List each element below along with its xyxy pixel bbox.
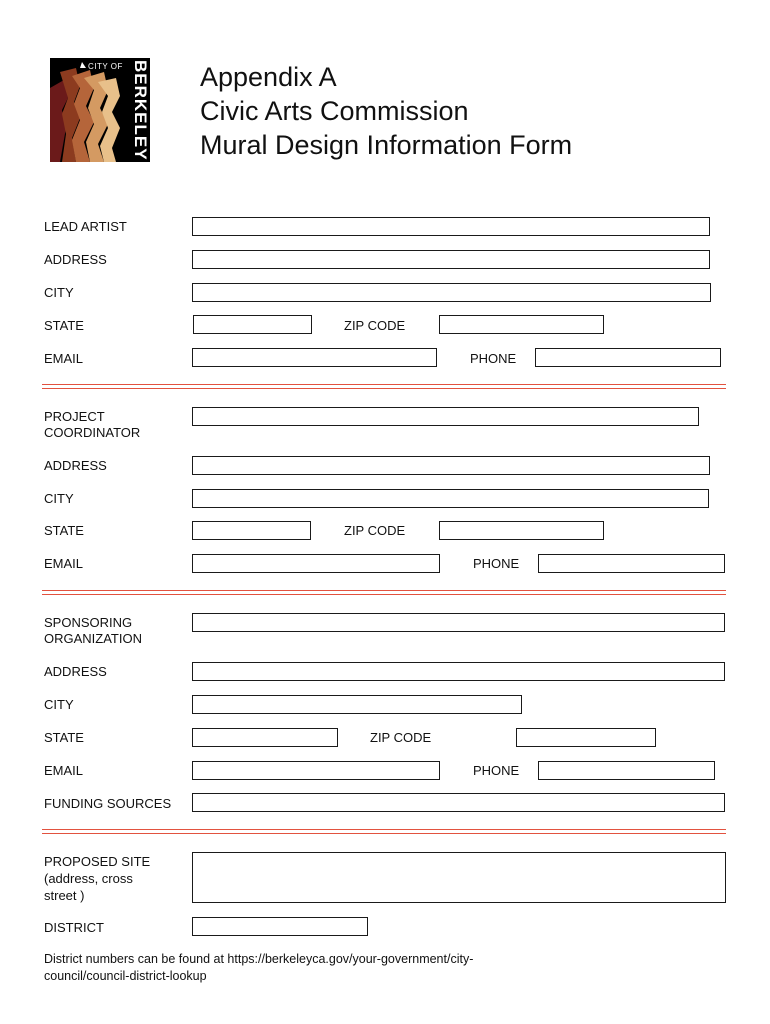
lead-artist-field[interactable] bbox=[192, 217, 710, 236]
sponsor-phone-label: PHONE bbox=[473, 763, 520, 778]
sponsor-state-field[interactable] bbox=[192, 728, 338, 747]
sponsor-address-field[interactable] bbox=[192, 662, 725, 681]
proposed-site-label-line1: PROPOSED SITE bbox=[44, 854, 151, 869]
lead-artist-email-field[interactable] bbox=[192, 348, 437, 367]
funding-sources-field[interactable] bbox=[192, 793, 725, 812]
lead-artist-zip-field[interactable] bbox=[439, 315, 604, 334]
lead-artist-zip-label: ZIP CODE bbox=[344, 318, 406, 333]
funding-sources-label: FUNDING SOURCES bbox=[44, 796, 172, 811]
sponsoring-organization-label-line2: ORGANIZATION bbox=[44, 631, 142, 646]
project-coordinator-field[interactable] bbox=[192, 407, 699, 426]
title-appendix: Appendix A bbox=[200, 62, 337, 92]
coordinator-city-field[interactable] bbox=[192, 489, 709, 508]
lead-artist-address-label: ADDRESS bbox=[44, 252, 107, 267]
lead-artist-email-label: EMAIL bbox=[44, 351, 84, 366]
lead-artist-city-label: CITY bbox=[44, 285, 74, 300]
coordinator-state-field[interactable] bbox=[192, 521, 311, 540]
project-coordinator-label-line2: COORDINATOR bbox=[44, 425, 141, 440]
title-commission: Civic Arts Commission bbox=[200, 96, 469, 126]
title-form-name: Mural Design Information Form bbox=[200, 130, 573, 160]
sponsoring-organization-label-line1: SPONSORING bbox=[44, 615, 133, 630]
lead-artist-label: LEAD ARTIST bbox=[44, 219, 127, 234]
section-divider bbox=[42, 384, 726, 389]
coordinator-state-label: STATE bbox=[44, 523, 84, 538]
coordinator-zip-label: ZIP CODE bbox=[344, 523, 406, 538]
coordinator-address-label: ADDRESS bbox=[44, 458, 107, 473]
project-coordinator-label-line1: PROJECT bbox=[44, 409, 105, 424]
sponsor-city-label: CITY bbox=[44, 697, 74, 712]
coordinator-phone-label: PHONE bbox=[473, 556, 520, 571]
lead-artist-city-field[interactable] bbox=[192, 283, 711, 302]
district-lookup-note: District numbers can be found at https://berkeleyca.gov/your-government/city-council/council-district-lookup bbox=[44, 952, 474, 983]
sponsor-email-label: EMAIL bbox=[44, 763, 84, 778]
coordinator-zip-field[interactable] bbox=[439, 521, 604, 540]
district-label: DISTRICT bbox=[44, 920, 104, 935]
coordinator-city-label: CITY bbox=[44, 491, 74, 506]
coordinator-email-label: EMAIL bbox=[44, 556, 84, 571]
coordinator-phone-field[interactable] bbox=[538, 554, 725, 573]
proposed-site-field[interactable] bbox=[192, 852, 726, 903]
coordinator-address-field[interactable] bbox=[192, 456, 710, 475]
lead-artist-state-label: STATE bbox=[44, 318, 84, 333]
logo-berkeley-wordmark: BERKELEY bbox=[131, 60, 150, 161]
section-divider bbox=[42, 829, 726, 834]
coordinator-email-field[interactable] bbox=[192, 554, 440, 573]
sponsor-city-field[interactable] bbox=[192, 695, 522, 714]
lead-artist-phone-field[interactable] bbox=[535, 348, 721, 367]
sponsor-address-label: ADDRESS bbox=[44, 664, 107, 679]
sponsor-email-field[interactable] bbox=[192, 761, 440, 780]
lead-artist-address-field[interactable] bbox=[192, 250, 710, 269]
district-field[interactable] bbox=[192, 917, 368, 936]
logo-city-of-text: CITY OF bbox=[88, 62, 123, 71]
proposed-site-label-line3: street ) bbox=[44, 888, 85, 903]
sponsor-zip-label: ZIP CODE bbox=[370, 730, 432, 745]
lead-artist-state-field[interactable] bbox=[193, 315, 312, 334]
sponsoring-organization-field[interactable] bbox=[192, 613, 725, 632]
lead-artist-phone-label: PHONE bbox=[470, 351, 517, 366]
sponsor-zip-field[interactable] bbox=[516, 728, 656, 747]
sponsor-state-label: STATE bbox=[44, 730, 84, 745]
sponsor-phone-field[interactable] bbox=[538, 761, 715, 780]
proposed-site-label-line2: (address, cross bbox=[44, 871, 133, 886]
section-divider bbox=[42, 590, 726, 595]
